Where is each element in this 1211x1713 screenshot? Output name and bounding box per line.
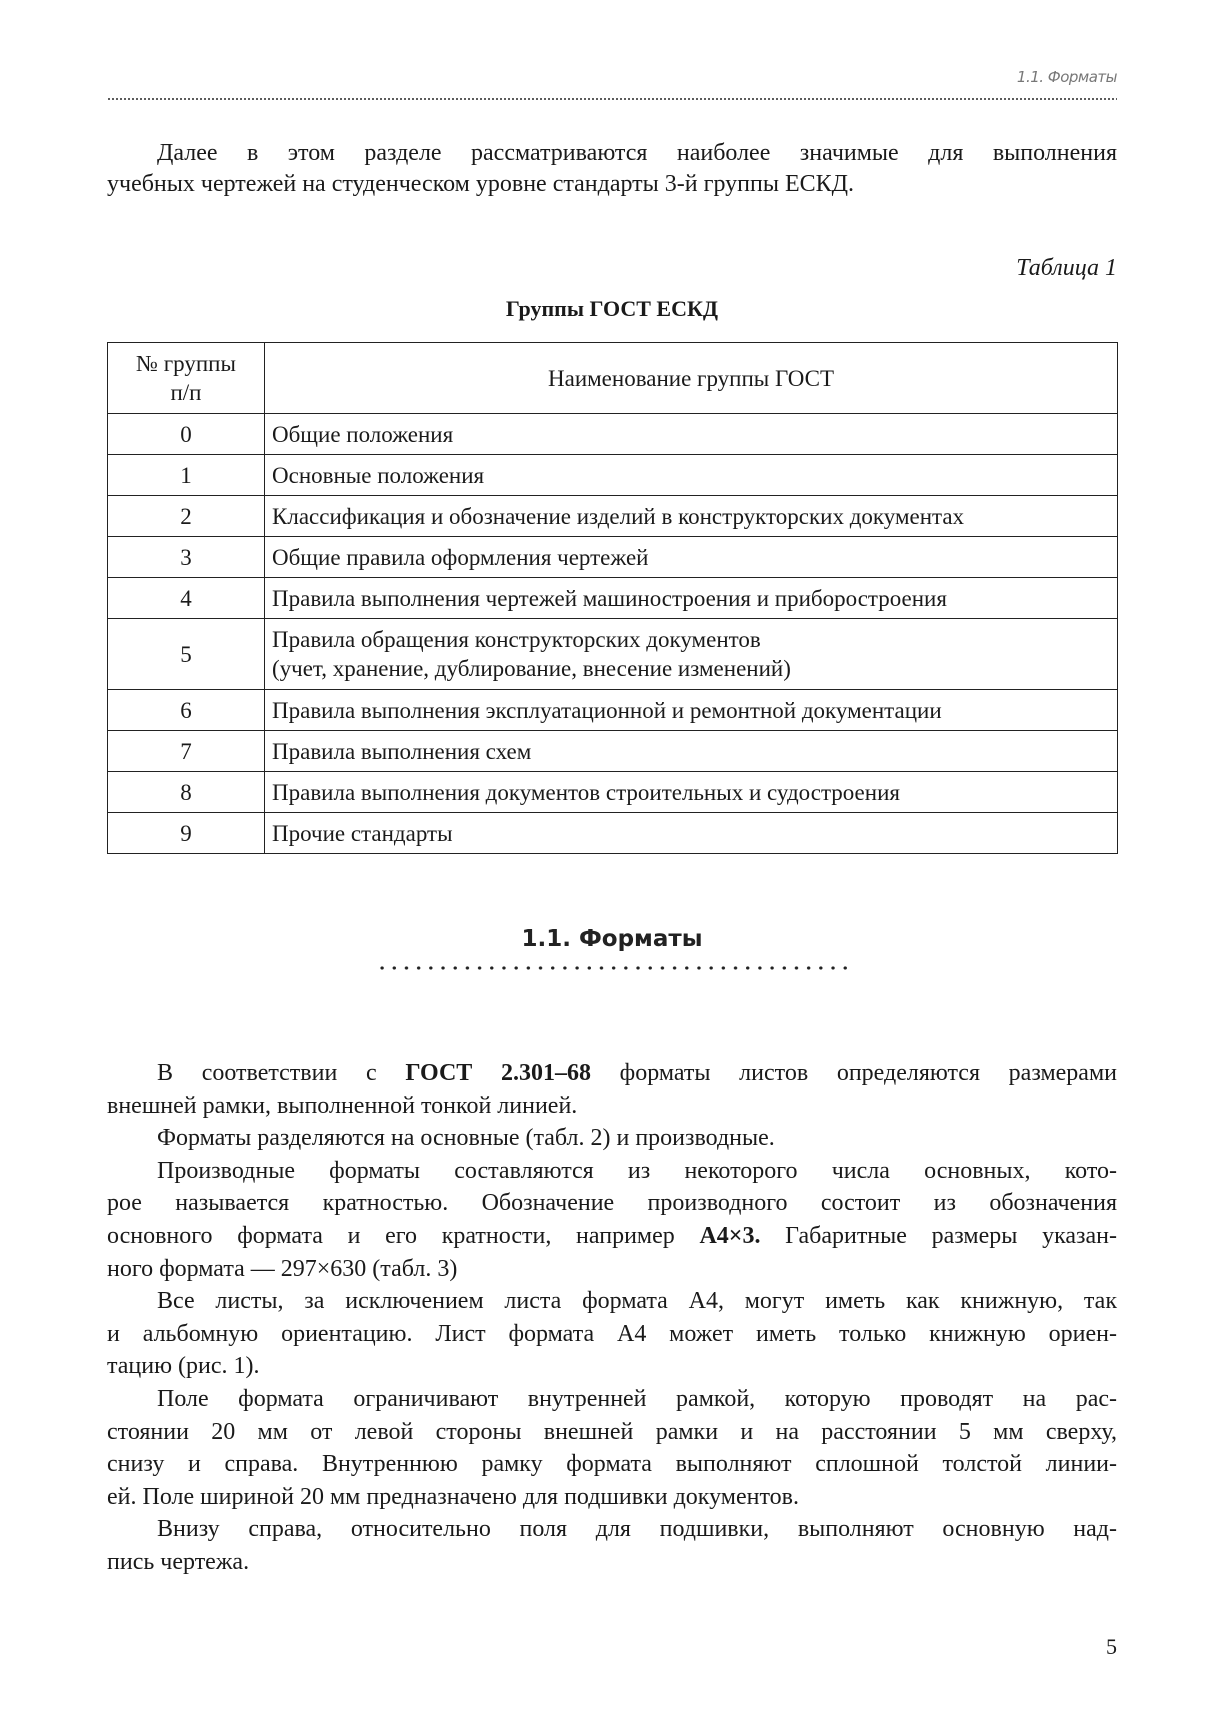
text-line: Далее в этом разделе рассматриваются наиболее значимые для выполнения — [157, 140, 1117, 166]
table-row — [108, 455, 1118, 496]
text-line: и альбомную ориентацию. Лист формата А4 может иметь только книжную ориен- — [107, 1320, 1117, 1347]
row-name: Классификация и обозначение изделий в конструкторских документах — [265, 496, 1118, 537]
row-num: 2 — [108, 496, 265, 537]
row-num: 5 — [108, 619, 265, 690]
row-name: Правила выполнения схем — [265, 731, 1118, 772]
row-name: Правила выполнения эксплуатационной и ремонтной документации — [265, 690, 1118, 731]
text-run: Габаритные размеры указан- — [760, 1222, 1118, 1249]
text-line: рое называется кратностью. Обозначение производного состоит из обозначения — [107, 1190, 1117, 1217]
row-name: Общие положения — [265, 414, 1118, 455]
text-line: Производные форматы составляются из некоторого числа основных, кото- — [157, 1157, 1117, 1184]
text-line: Все листы, за исключением листа формата А4, могут иметь как книжную, так — [157, 1288, 1117, 1315]
row-name: Правила выполнения чертежей машиностроения и приборостроения — [265, 578, 1118, 619]
text-line — [107, 1220, 1117, 1253]
table-row — [108, 731, 1118, 772]
row-num: 1 — [108, 455, 265, 496]
text-run: форматы листов определяются размерами — [590, 1060, 1117, 1086]
row-num: 0 — [108, 414, 265, 455]
row-num: 4 — [108, 578, 265, 619]
header-dotted-rule — [107, 98, 1117, 100]
row-num: 6 — [108, 690, 265, 731]
row-num: 8 — [108, 772, 265, 813]
text-line: ного формата — 297×630 (табл. 3) — [107, 1255, 458, 1282]
table-row — [108, 578, 1118, 619]
table-row — [108, 772, 1118, 813]
text-line: стоянии 20 мм от левой стороны внешней рамки и на расстоянии 5 мм сверху, — [107, 1418, 1117, 1445]
header-num-line2: п/п — [170, 380, 202, 405]
row-name: Правила выполнения документов строительных и судостроения — [265, 772, 1118, 813]
table-row — [108, 690, 1118, 731]
table-row — [108, 496, 1118, 537]
row-name-line2: (учет, хранение, дублирование, внесение изменений) — [272, 656, 791, 681]
format-example: А4×3. — [699, 1222, 761, 1249]
row-name-line1: Правила обращения конструкторских документов — [272, 627, 761, 652]
header-name: Наименование группы ГОСТ — [265, 343, 1118, 414]
text-line: тацию (рис. 1). — [107, 1353, 260, 1380]
text-line: Внизу справа, относительно поля для подшивки, выполняют основную над- — [157, 1516, 1117, 1543]
row-name: Прочие стандарты — [265, 813, 1118, 854]
header-num — [108, 343, 265, 414]
header-num-line1: № группы — [136, 351, 236, 376]
table-header-row — [108, 343, 1118, 414]
row-num: 9 — [108, 813, 265, 854]
row-num: 7 — [108, 731, 265, 772]
gost-reference: ГОСТ 2.301–68 — [405, 1060, 591, 1086]
text-line: Форматы разделяются на основные (табл. 2) и производные. — [157, 1125, 775, 1152]
text-line: снизу и справа. Внутреннюю рамку формата выполняют сплошной толстой линии- — [107, 1451, 1117, 1478]
text-run: В соответствии с — [157, 1060, 406, 1086]
text-line — [107, 1057, 1117, 1090]
row-name — [265, 619, 1118, 690]
body-text — [107, 1057, 1117, 1579]
table-row — [108, 619, 1118, 690]
intro-paragraph — [107, 138, 1117, 200]
text-line: внешней рамки, выполненной тонкой линией. — [107, 1092, 578, 1119]
table-row — [108, 813, 1118, 854]
text-line: ей. Поле шириной 20 мм предназначено для подшивки документов. — [107, 1483, 799, 1510]
table-caption: Таблица 1 — [1016, 255, 1117, 281]
text-run: основного формата и его кратности, например — [107, 1222, 700, 1249]
section-dotted-rule — [376, 966, 848, 970]
row-name: Общие правила оформления чертежей — [265, 537, 1118, 578]
row-name: Основные положения — [265, 455, 1118, 496]
row-num: 3 — [108, 537, 265, 578]
table-title: Группы ГОСТ ЕСКД — [505, 296, 719, 321]
gost-groups-table — [107, 342, 1118, 854]
text-line: учебных чертежей на студенческом уровне стандарты 3-й группы ЕСКД. — [107, 171, 855, 197]
table-row — [108, 414, 1118, 455]
section-heading: 1.1. Форматы — [521, 926, 703, 952]
text-line: Поле формата ограничивают внутренней рамкой, которую проводят на рас- — [157, 1385, 1117, 1412]
text-line: пись чертежа. — [107, 1548, 250, 1575]
running-header: 1.1. Форматы — [1016, 68, 1117, 86]
table-row — [108, 537, 1118, 578]
page-number: 5 — [1106, 1634, 1117, 1659]
